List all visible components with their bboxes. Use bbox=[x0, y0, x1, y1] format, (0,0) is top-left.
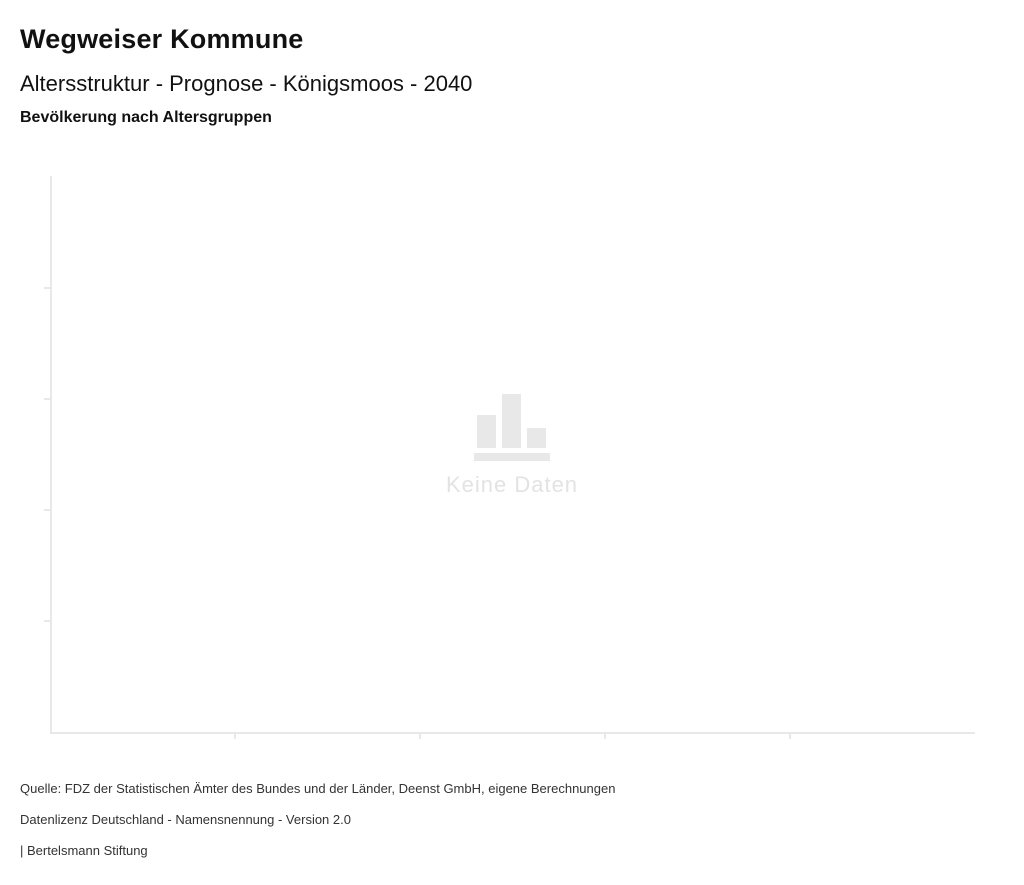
x-axis-tick bbox=[234, 734, 236, 739]
bar-chart-icon-bar bbox=[477, 415, 496, 448]
no-data-placeholder bbox=[412, 393, 612, 497]
x-axis-tick bbox=[419, 734, 421, 739]
x-axis bbox=[50, 732, 975, 734]
license-line: Datenlizenz Deutschland - Namensnennung - Version 2.0 bbox=[20, 812, 351, 827]
y-axis bbox=[50, 176, 52, 732]
bar-chart-icon-bar bbox=[502, 394, 521, 448]
footer bbox=[20, 782, 615, 875]
bar-chart-icon-base bbox=[474, 453, 550, 461]
x-axis-tick bbox=[789, 734, 791, 739]
source-line: Quelle: FDZ der Statistischen Ämter des Bundes und der Länder, Deenst GmbH, eigene Berechnungen bbox=[20, 781, 616, 796]
chart-title: Altersstruktur - Prognose - Königsmoos - 2040 bbox=[20, 71, 473, 96]
bar-chart-icon bbox=[474, 393, 550, 461]
attribution-line: | Bertelsmann Stiftung bbox=[20, 843, 148, 858]
x-axis-tick bbox=[604, 734, 606, 739]
y-axis-tick bbox=[44, 287, 50, 289]
y-axis-tick bbox=[44, 398, 50, 400]
page-title: Wegweiser Kommune bbox=[20, 24, 304, 54]
bar-chart-icon-bar bbox=[527, 428, 546, 448]
y-axis-tick bbox=[44, 509, 50, 511]
no-data-message: Keine Daten bbox=[445, 472, 579, 497]
chart-subtitle: Bevölkerung nach Altersgruppen bbox=[20, 109, 272, 126]
y-axis-tick bbox=[44, 620, 50, 622]
